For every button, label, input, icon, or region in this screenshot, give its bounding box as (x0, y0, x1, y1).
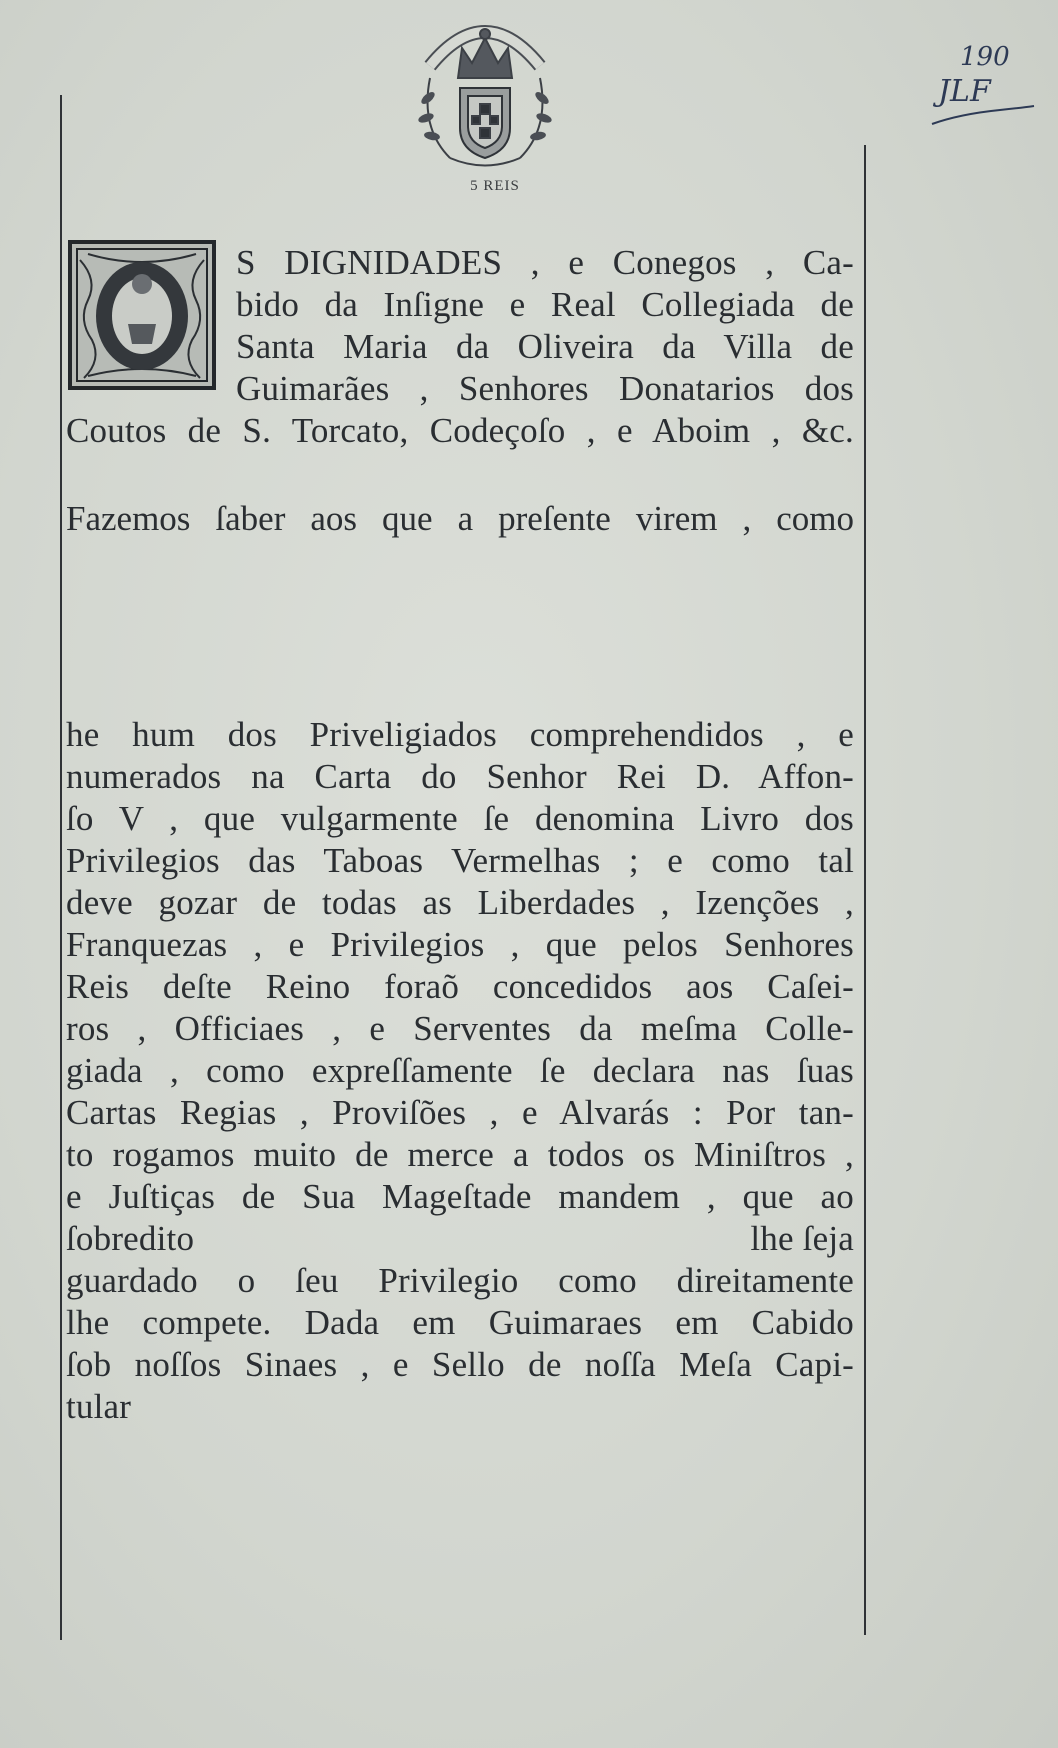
gap-line-right: lhe ſeja (750, 1219, 854, 1258)
body-line: numerados na Carta do Senhor Rei D. Affon- (66, 757, 854, 796)
signature-flourish-icon (930, 100, 1040, 130)
heading-block (66, 242, 854, 452)
body-line: he hum dos Priveligiados comprehendidos , e (66, 715, 854, 754)
body-line: Cartas Regias , Proviſões , e Alvarás : Por tan- (66, 1093, 854, 1132)
heading-line-2: bido da Inſigne e Real Collegiada de (236, 285, 854, 324)
heading-line-4: Guimarães , Senhores Donatarios dos (236, 369, 854, 408)
left-margin-rule (60, 95, 62, 1640)
royal-seal-icon (400, 8, 570, 183)
archive-number: 190 (960, 42, 1010, 72)
body-line: to rogamos muito de merce a todos os Miniſtros , (66, 1135, 854, 1174)
body-line: giada , como expreſſamente ſe declara nas ſuas (66, 1051, 854, 1090)
body-line: ſo V , que vulgarmente ſe denomina Livro dos (66, 799, 854, 838)
blank-name-line (66, 1218, 854, 1260)
body-line: ros , Officiaes , e Serventes da meſma Colle- (66, 1009, 854, 1048)
heading-line-5: Coutos de S. Torcato, Codeçoſo , e Aboim , &c. (66, 411, 854, 450)
archive-code: JLF (938, 74, 991, 109)
body-line: Privilegios das Taboas Vermelhas ; e como tal (66, 841, 854, 880)
seal-value-label: 5 REIS (470, 178, 520, 194)
body-line-last: tular (66, 1387, 132, 1426)
royal-seal-stamp (400, 8, 570, 198)
body-text (66, 714, 854, 1428)
body-line: lhe compete. Dada em Guimaraes em Cabido (66, 1303, 854, 1342)
body-line: Reis deſte Reino foraõ concedidos aos Caſei- (66, 967, 854, 1006)
body-line: deve gozar de todas as Liberdades , Izenções , (66, 883, 854, 922)
body-line: Franquezas , e Privilegios , que pelos Senhores (66, 925, 854, 964)
handwritten-archive-mark (930, 42, 1040, 132)
body-line: guardado o ſeu Privilegio como direitamente (66, 1261, 854, 1300)
heading-line-1: S DIGNIDADES , e Conegos , Ca- (236, 243, 854, 282)
body-line: e Juſtiças de Sua Mageſtade mandem , que ao (66, 1177, 854, 1216)
body-line: ſob noſſos Sinaes , e Sello de noſſa Meſa Capi- (66, 1345, 854, 1384)
intro-line: Fazemos ſaber aos que a preſente virem , como (66, 499, 854, 538)
right-margin-rule (864, 145, 866, 1635)
heading-line-3: Santa Maria da Oliveira da Villa de (236, 327, 854, 366)
gap-line-left: ſobredito (66, 1219, 195, 1258)
